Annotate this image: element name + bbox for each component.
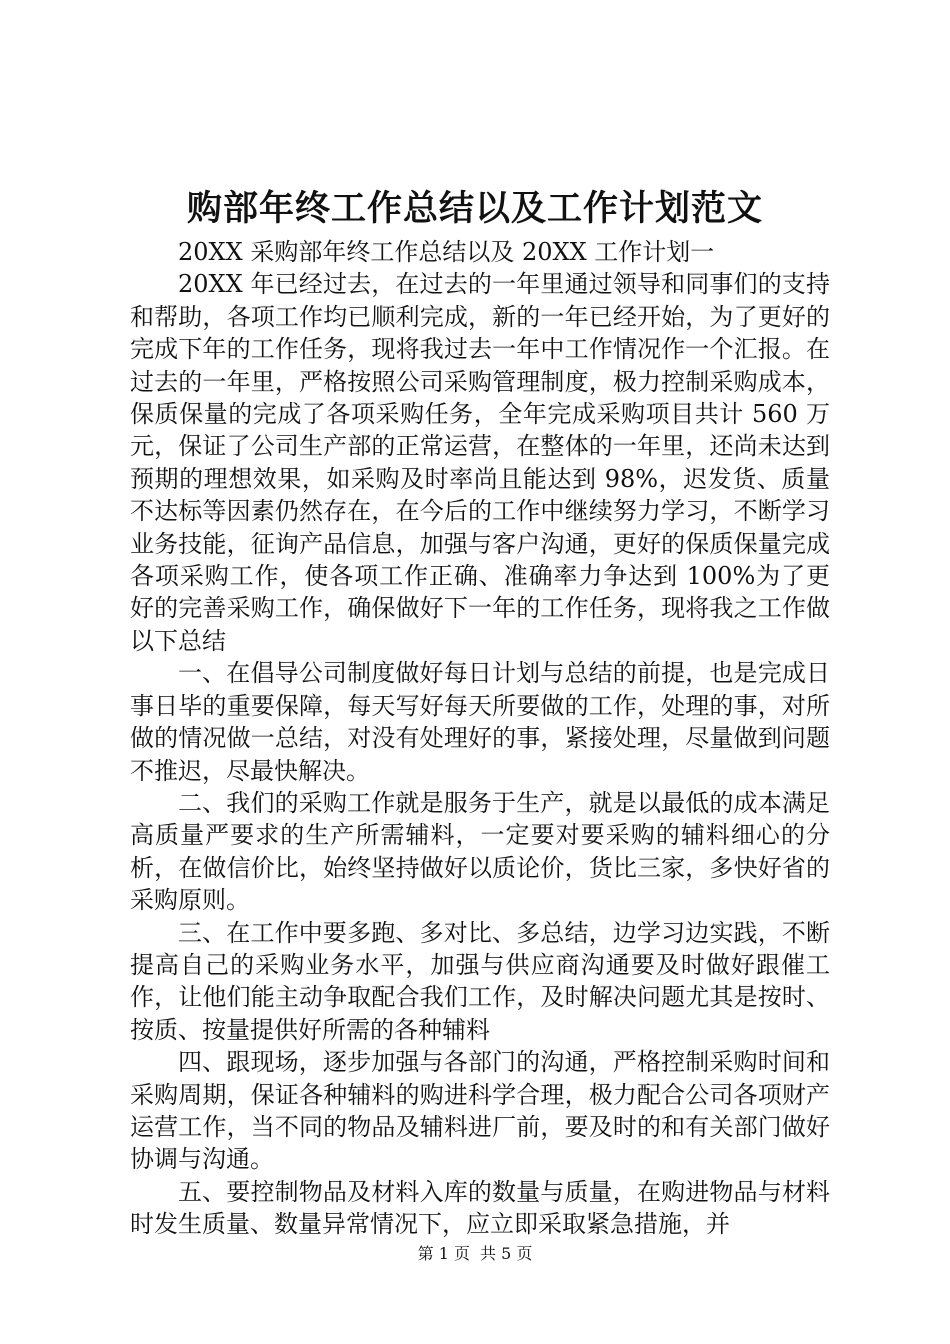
document-title: 购部年终工作总结以及工作计划范文 bbox=[186, 188, 763, 229]
paragraph-intro: 20XX 年已经过去，在过去的一年里通过领导和同事们的支持和帮助，各项工作均已顺利完成，新的一年已经开始，为了更好的完成下年的工作任务，现将我过去一年中工作情况作一个汇报。在过去的一年里，严格按照公司采购管理制度，极力控制采购成本，保质保量的完成了各项采购任务，全年完成采购项目共计 560 万元，保证了公司生产部的正常运营，在整体的一年里，还尚未达到预期的理想效果，如采购及时率尚且能达到 98%，迟发货、质量不达标等因素仍然存在，在今后的工作中继续努力学习，不断学习业务技能，征询产品信息，加强与客户沟通，更好的保质保量完成各项采购工作，使各项工作正确、准确率力争达到 100%为了更好的完善采购工作，确保做好下一年的工作任务，现将我之工作做以下总结 bbox=[130, 270, 830, 655]
paragraph-item-1: 一、在倡导公司制度做好每日计划与总结的前提，也是完成日事日毕的重要保障，每天写好每天所要做的工作，处理的事，对所做的情况做一总结，对没有处理好的事，紧接处理，尽量做到问题不推迟，尽最快解决。 bbox=[130, 659, 830, 785]
paragraph-item-5: 五、要控制物品及材料入库的数量与质量，在购进物品与材料时发生质量、数量异常情况下，应立即采取紧急措施，并 bbox=[130, 1177, 830, 1239]
paragraph-item-3: 三、在工作中要多跑、多对比、多总结，边学习边实践，不断提高自己的采购业务水平，加强与供应商沟通要及时做好跟催工作，让他们能主动争取配合我们工作，及时解决问题尤其是按时、按质、按量提供好所需的各种辅料 bbox=[130, 918, 830, 1044]
page-footer bbox=[0, 1243, 950, 1265]
paragraph-item-4: 四、跟现场，逐步加强与各部门的沟通，严格控制采购时间和采购周期，保证各种辅料的购进科学合理，极力配合公司各项财产运营工作，当不同的物品及辅料进厂前，要及时的和有关部门做好协调与沟通。 bbox=[130, 1048, 830, 1174]
page-total: 共 5 页 bbox=[480, 1244, 533, 1263]
document-body bbox=[130, 236, 830, 1241]
page-number: 第 1 页 bbox=[417, 1244, 470, 1263]
paragraph-item-2: 二、我们的采购工作就是服务于生产，就是以最低的成本满足高质量严要求的生产所需辅料，一定要对要采购的辅料细心的分析，在做信价比，始终坚持做好以质论价，货比三家，多快好省的采购原则。 bbox=[130, 788, 830, 915]
document-subtitle: 20XX 采购部年终工作总结以及 20XX 工作计划一 bbox=[178, 238, 715, 266]
